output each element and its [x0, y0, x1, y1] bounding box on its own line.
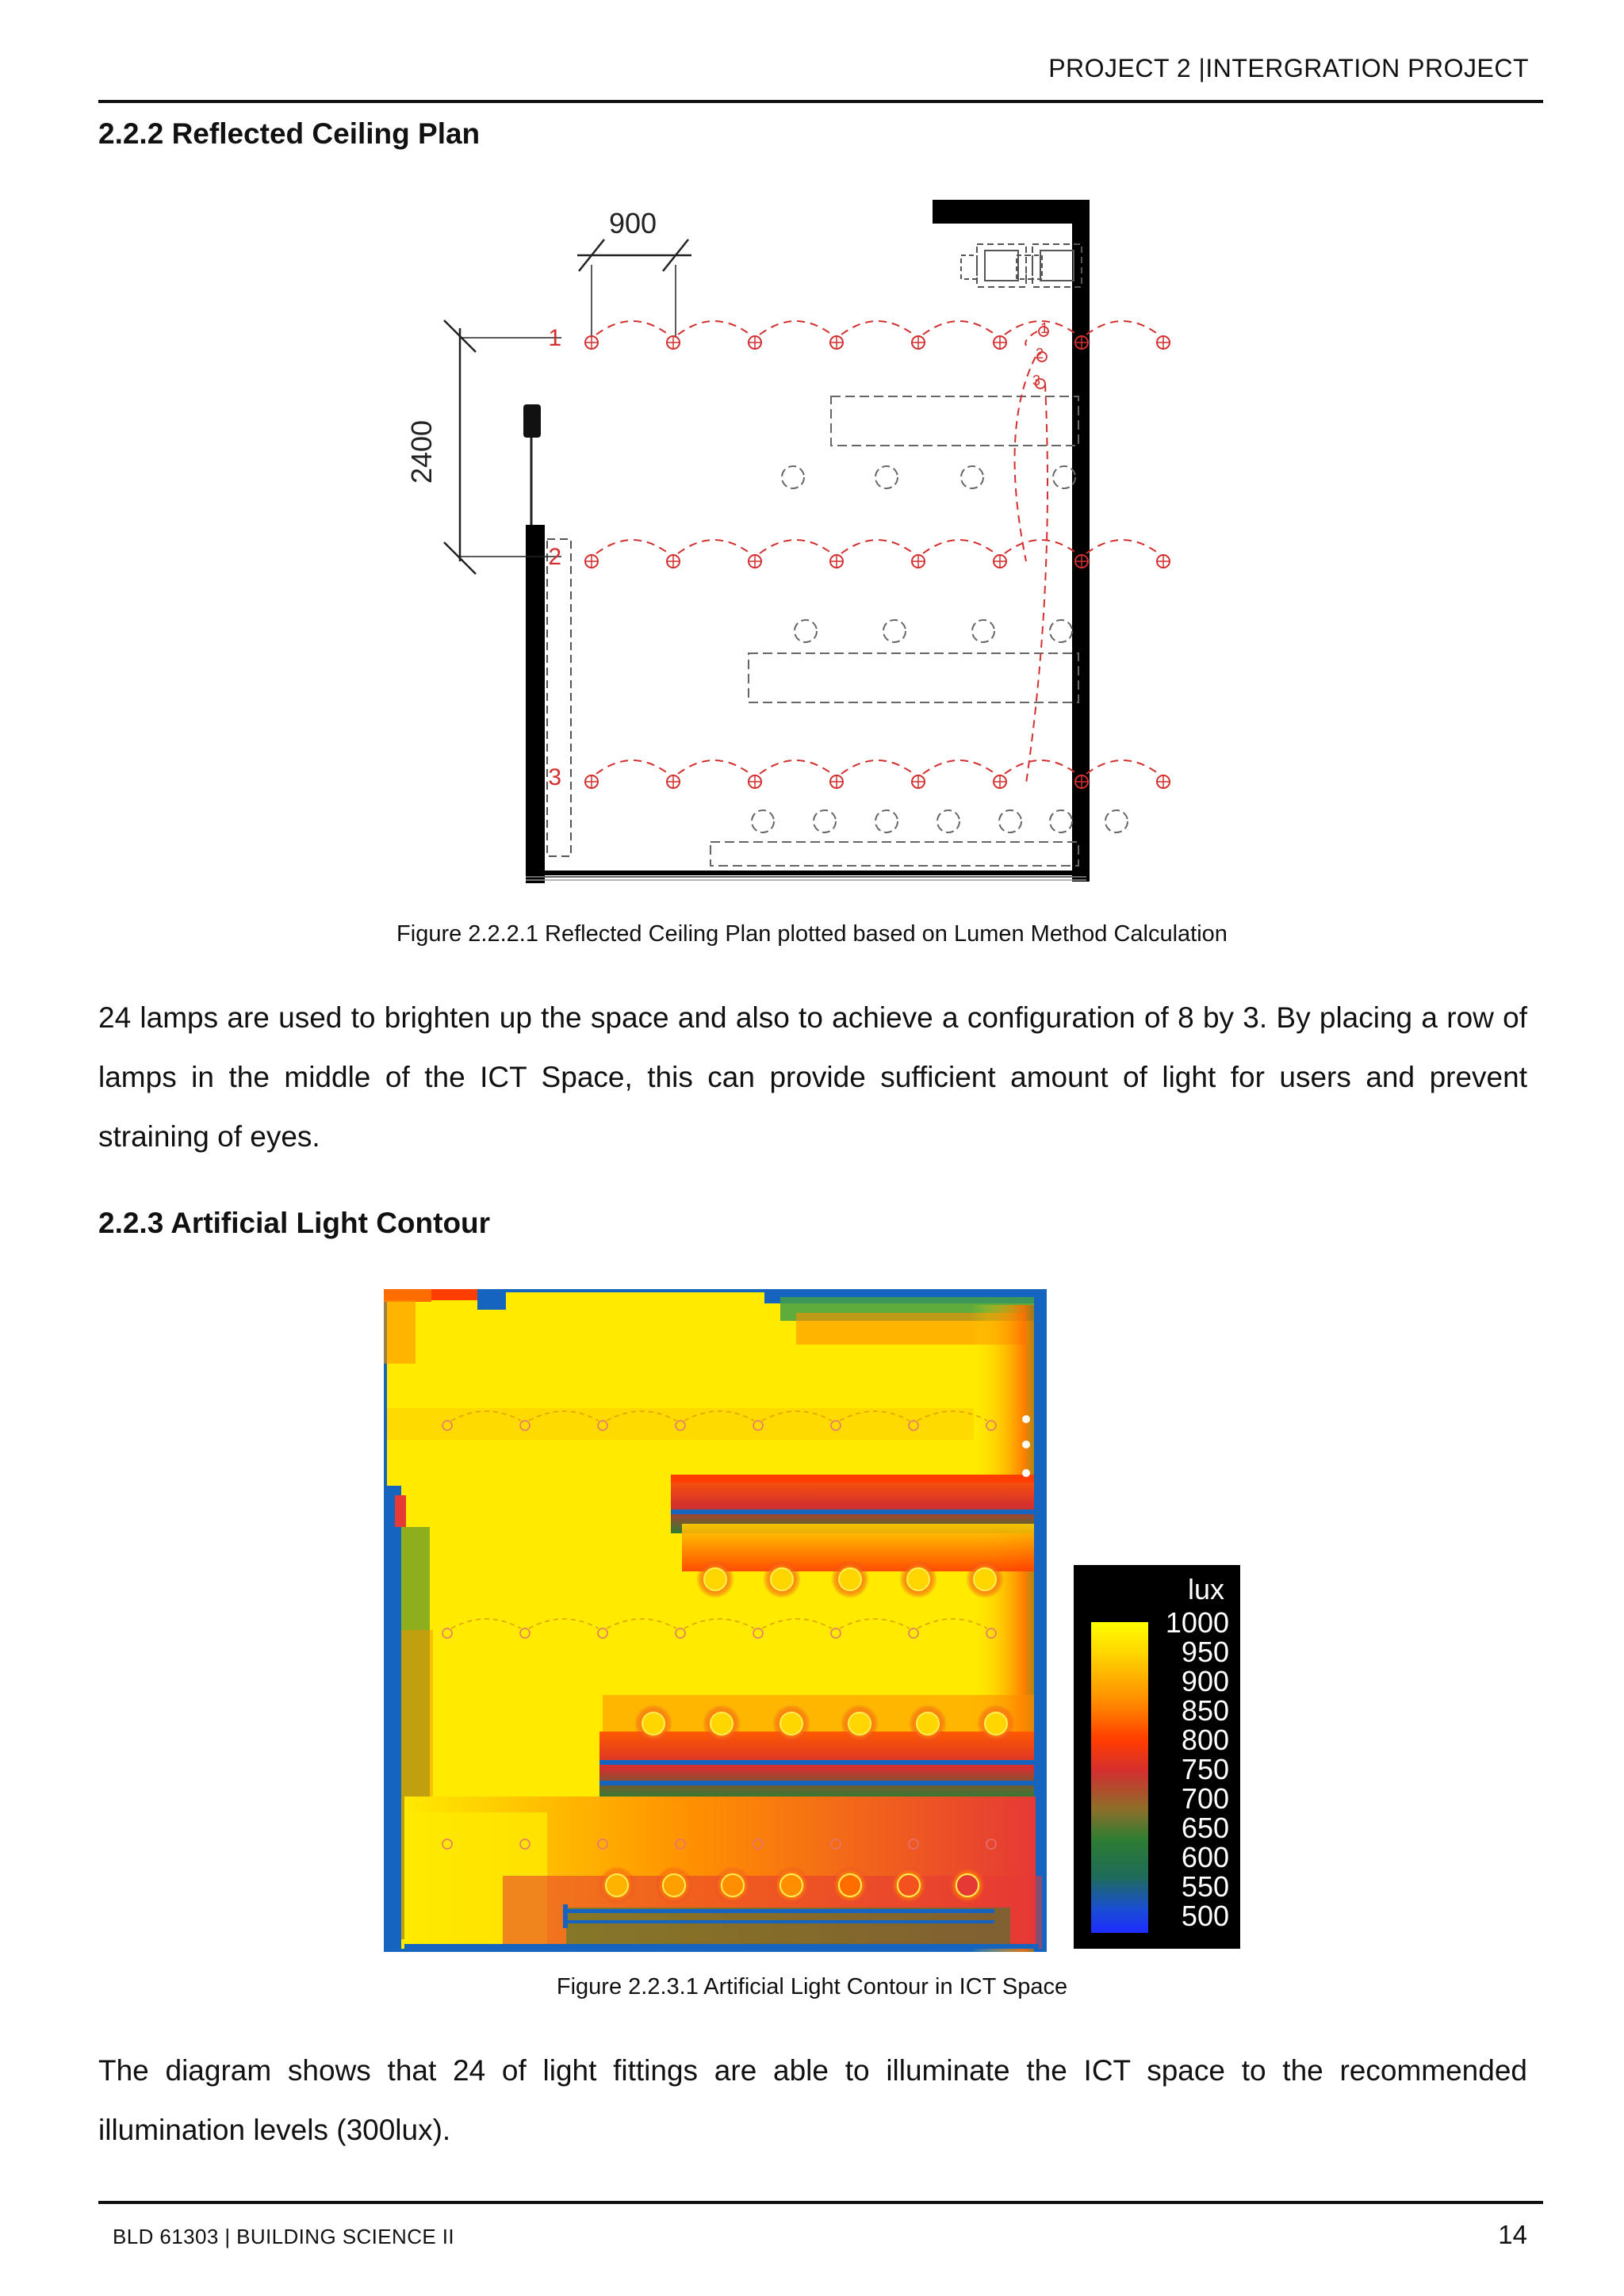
switch-label-3: 3 [1032, 373, 1041, 388]
left-wall [526, 525, 545, 883]
contour-chair-spot [606, 1874, 628, 1896]
switching-arc [1086, 321, 1159, 335]
switching-arc [1005, 760, 1077, 774]
contour-chair-spot [839, 1568, 861, 1590]
switching-arc [923, 760, 995, 774]
switching-arc [923, 540, 995, 553]
contour-chair-spot [710, 1712, 733, 1735]
figure-caption-ceiling-plan: Figure 2.2.2.1 Reflected Ceiling Plan plotted based on Lumen Method Calculation [396, 921, 1228, 947]
switching-arc [841, 540, 914, 553]
legend-value: 650 [1181, 1812, 1229, 1844]
switching-arc [596, 540, 668, 553]
legend-value: 850 [1181, 1694, 1229, 1727]
switch-label-2: 2 [1036, 346, 1044, 362]
switching-arc [841, 321, 914, 335]
contour-chair-spot [907, 1568, 929, 1590]
reflected-ceiling-plan-figure [396, 190, 1237, 888]
contour-chair-spot [839, 1874, 861, 1896]
switching-arc [678, 760, 750, 774]
chairs [752, 466, 1128, 832]
footer-course: BLD 61303 | BUILDING SCIENCE II [113, 2225, 454, 2248]
light-contour-map [384, 1289, 1048, 1952]
legend-value: 950 [1181, 1636, 1229, 1668]
legend-value: 550 [1181, 1870, 1229, 1903]
legend-value: 700 [1181, 1782, 1229, 1815]
contour-chair-spot [704, 1568, 726, 1590]
switching-arc [841, 760, 914, 774]
switching-arc [1086, 760, 1159, 774]
contour-chair-spot [848, 1712, 871, 1735]
door-jamb [523, 404, 541, 438]
row-label-1: 1 [548, 325, 561, 351]
switching-arc [923, 321, 995, 335]
equipment-top [961, 244, 1042, 287]
lux-legend [1074, 1565, 1240, 1949]
legend-value: 900 [1181, 1665, 1229, 1697]
figure-caption-contour: Figure 2.2.3.1 Artificial Light Contour in ICT Space [556, 1974, 1068, 1999]
section-heading-reflected-ceiling-plan: 2.2.2 Reflected Ceiling Plan [98, 117, 481, 150]
switching-arc [678, 321, 750, 335]
dimension-900-label: 900 [608, 207, 657, 239]
paragraph-illumination-levels: The diagram shows that 24 of light fittings are able to illuminate the ICT space to the recommended illumination levels (300lux). [98, 2054, 1527, 2146]
contour-chair-spot [898, 1874, 920, 1896]
header-rule [98, 100, 1543, 103]
legend-value: 600 [1181, 1841, 1229, 1873]
switching-arc [760, 540, 832, 553]
switching-arc [1005, 540, 1077, 553]
tables [710, 396, 1078, 866]
contour-chair-spot [917, 1712, 939, 1735]
contour-chair-spot [642, 1712, 665, 1735]
legend-value: 750 [1181, 1753, 1229, 1785]
legend-value: 500 [1181, 1900, 1229, 1932]
page-number: 14 [1498, 2220, 1527, 2249]
switching-arc [596, 760, 668, 774]
footer-rule [98, 2201, 1543, 2204]
contour-chair-spot [780, 1712, 802, 1735]
dimension-900 [577, 239, 691, 338]
legend-color-bar [1091, 1622, 1148, 1933]
contour-chair-spot [956, 1874, 979, 1896]
legend-value: 1000 [1165, 1606, 1229, 1639]
switch-wiring [1015, 331, 1048, 783]
row-label-3: 3 [548, 764, 561, 790]
switching-arc [760, 321, 832, 335]
contour-chair-spot [780, 1874, 802, 1896]
paragraph-lamp-configuration: 24 lamps are used to brighten up the space and also to achieve a configuration of 8 by 3. By placing a row of lamps in the middle of the ICT Space, this can provide sufficient amount of light for users and prevent straining of eyes. [98, 1001, 1527, 1153]
switching-arc [678, 540, 750, 553]
switching-arc [1086, 540, 1159, 553]
top-wall [933, 200, 1086, 224]
contour-chair-spot [722, 1874, 744, 1896]
running-header: PROJECT 2 |INTERGRATION PROJECT [1048, 54, 1529, 82]
section-heading-artificial-light-contour: 2.2.3 Artificial Light Contour [98, 1207, 491, 1239]
switch-label-1: 1 [1040, 320, 1049, 336]
dimension-2400-label: 2400 [405, 419, 438, 484]
contour-chair-spot [985, 1712, 1007, 1735]
row-label-2: 2 [548, 544, 561, 570]
legend-value: 800 [1181, 1724, 1229, 1756]
bottom-wall [526, 871, 1089, 875]
legend-values [1153, 1608, 1229, 1931]
switching-arc [760, 760, 832, 774]
contour-chair-spot [771, 1568, 793, 1590]
legend-unit: lux [1187, 1573, 1224, 1605]
switching-arc [596, 321, 668, 335]
contour-chair-spot [974, 1568, 996, 1590]
contour-chair-spot [663, 1874, 685, 1896]
